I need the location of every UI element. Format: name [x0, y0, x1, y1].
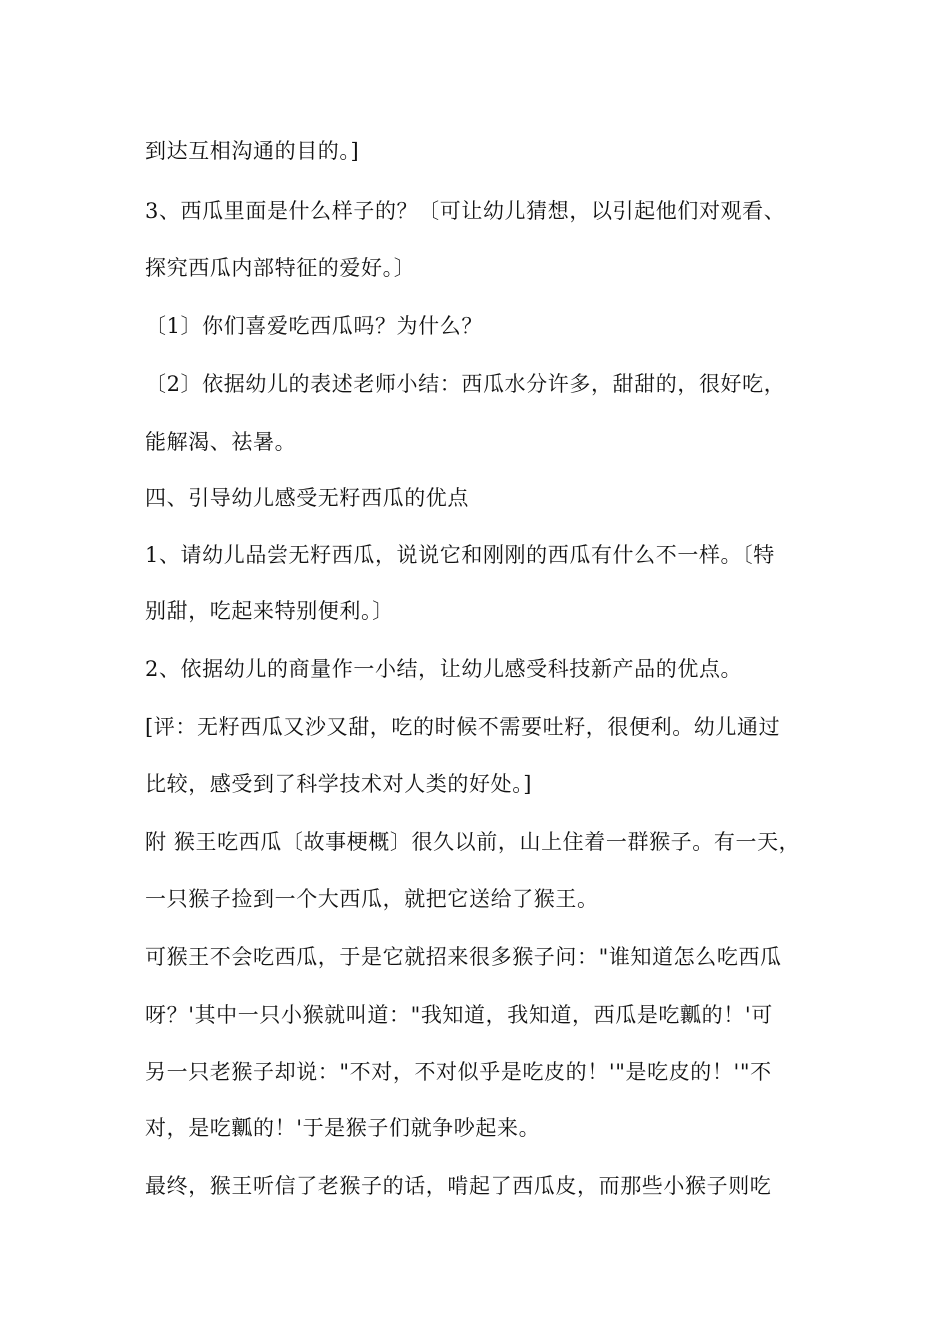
text-line: 1、请幼儿品尝无籽西瓜，说说它和刚刚的西瓜有什么不一样。〔特	[145, 543, 775, 567]
text-line: 到达互相沟通的目的。]	[145, 139, 360, 163]
text-line: 最终，猴王听信了老猴子的话，啃起了西瓜皮，而那些小猴子则吃	[145, 1174, 772, 1198]
text-line: 3、西瓜里面是什么样子的？〔可让幼儿猜想，以引起他们对观看、	[145, 199, 786, 223]
text-line: 2、依据幼儿的商量作一小结，让幼儿感受科技新产品的优点。	[145, 657, 743, 681]
text-line: 一只猴子捡到一个大西瓜，就把它送给了猴王。	[145, 887, 599, 911]
section-heading: 四、引导幼儿感受无籽西瓜的优点	[145, 486, 469, 510]
text-line: 可猴王不会吃西瓜，于是它就招来很多猴子问："谁知道怎么吃西瓜	[145, 945, 782, 969]
text-line: 〔2〕依据幼儿的表述老师小结：西瓜水分许多，甜甜的，很好吃，	[145, 372, 786, 396]
text-line: 对，是吃瓤的！'于是猴子们就争吵起来。	[145, 1116, 541, 1140]
text-line: 能解渴、祛暑。	[145, 430, 297, 454]
text-line: 呀？'其中一只小猴就叫道："我知道，我知道，西瓜是吃瓤的！'可	[145, 1003, 773, 1027]
text-line: 另一只老猴子却说："不对，不对似乎是吃皮的！'"是吃皮的！'"不	[145, 1060, 772, 1084]
text-line: [评：无籽西瓜又沙又甜，吃的时候不需要吐籽，很便利。幼儿通过	[145, 715, 781, 739]
text-line: 探究西瓜内部特征的爱好。〕	[145, 256, 416, 280]
text-line: 附 猴王吃西瓜〔故事梗概〕很久以前，山上住着一群猴子。有一天，	[145, 830, 801, 854]
text-line: 〔1〕你们喜爱吃西瓜吗？为什么？	[145, 314, 483, 338]
text-line: 别甜，吃起来特别便利。〕	[145, 599, 394, 623]
text-line: 比较，感受到了科学技术对人类的好处。]	[145, 772, 533, 796]
